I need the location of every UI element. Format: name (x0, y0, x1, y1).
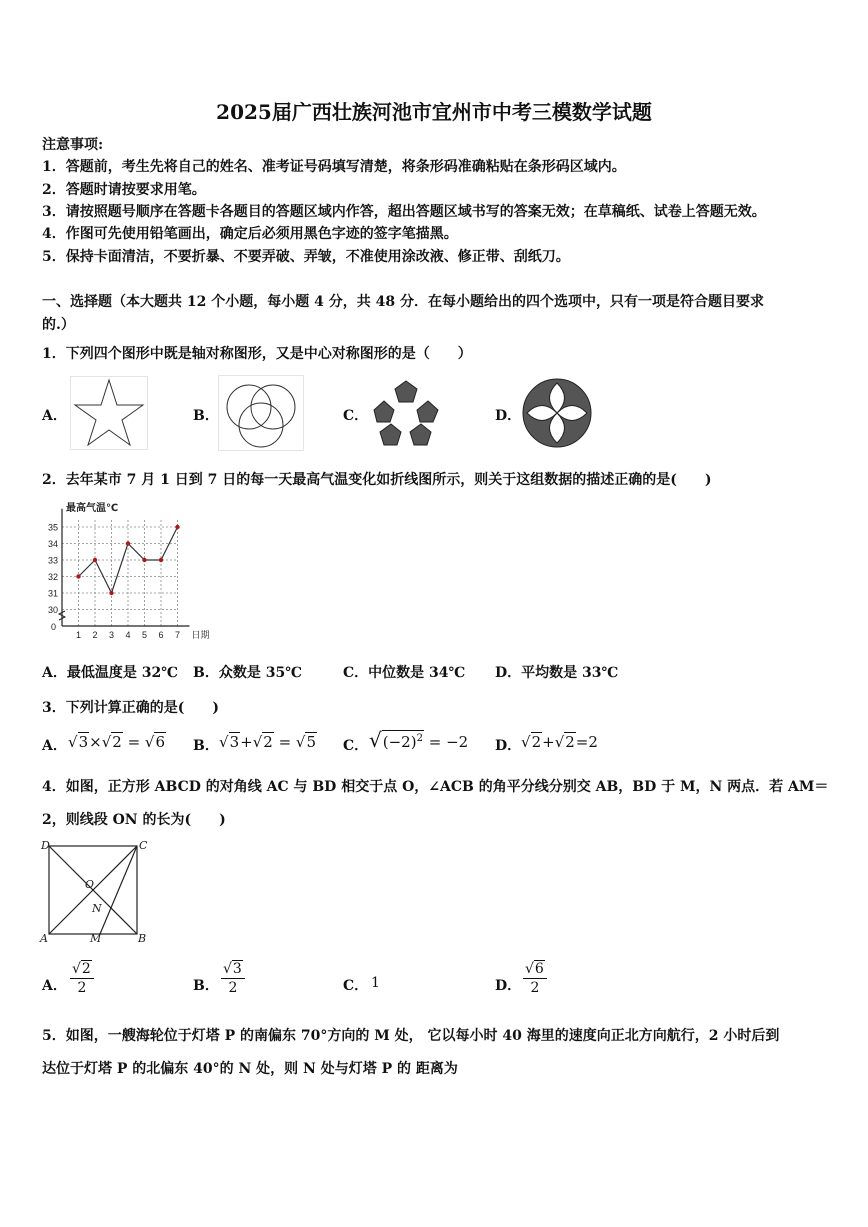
three-circles-figure (218, 375, 304, 451)
question-5-stem-cont: 达位于灯塔 P 的北偏东 40°的 N 处，则 N 处与灯塔 P 的 距离为 (42, 1061, 458, 1077)
radicand: 2 (263, 733, 273, 751)
section-heading: 一、选择题（本大题共 12 个小题，每小题 4 分，共 48 分．在每小题给出的四个选项中，只有一项是符合题目要求 (42, 294, 764, 310)
y-tick-label: 32 (47, 572, 58, 582)
star-figure (70, 376, 148, 450)
notice-item: 1．答题前，考生先将自己的姓名、准考证号码填写清楚，将条形码准确粘贴在条形码区域内。 (42, 159, 626, 175)
question-1-stem: 1．下列四个图形中既是轴对称图形，又是中心对称图形的是（ ） (42, 346, 472, 362)
q1-option-d-label: D． (495, 408, 522, 424)
data-point (159, 558, 163, 562)
y-tick-label: 35 (47, 522, 58, 533)
q2-option-a: A．最低温度是 32℃ (42, 665, 178, 681)
square-diagram (38, 838, 150, 944)
q4-option-d-fraction: $\frac{√6}{2}$ (523, 960, 547, 996)
q4-option-c-value: 1 (371, 975, 380, 991)
data-point (93, 558, 97, 562)
q3-option-d-expr: √2+√2=2 (521, 733, 598, 751)
question-4-stem-cont: 2，则线段 ON 的长为( ) (42, 812, 226, 828)
radicand: 5 (306, 733, 317, 751)
section-heading-cont: 的.） (42, 317, 75, 333)
radicand: 6 (155, 733, 166, 751)
radicand: 2 (112, 733, 122, 751)
x-tick-label: 1 (75, 630, 82, 640)
q3-option-a-label: A． (42, 738, 67, 754)
notice-item: 2．答题时请按要求用笔。 (42, 182, 206, 198)
x-tick-label: 2 (92, 630, 98, 640)
x-tick-label: 4 (125, 630, 131, 640)
question-5-stem: 5．如图，一艘海轮位于灯塔 P 的南偏东 70°方向的 M 处， 它以每小时 40 海里的速度向正北方向航行，2 小时后到 (42, 1028, 780, 1044)
notice-heading: 注意事项: (42, 137, 104, 153)
radicand: 3 (78, 733, 89, 751)
radicand: 3 (229, 733, 240, 751)
q4-option-a-fraction: $\frac{√2}{2}$ (70, 960, 94, 996)
data-point (175, 525, 179, 529)
notice-item: 3．请按照题号顺序在答题卡各题目的答题区域内作答，超出答题区域书写的答案无效；在草稿纸、试卷上答题无效。 (42, 204, 766, 220)
q3-option-c-expr: $√(-2)^2 = -2$ (369, 728, 469, 752)
q1-option-b-label: B． (193, 408, 219, 424)
point-label-d: D (41, 839, 50, 852)
q1-option-a-label: A． (42, 408, 67, 424)
data-point (76, 574, 80, 578)
denominator: 2 (77, 980, 87, 996)
y-tick-label: 34 (47, 539, 58, 549)
exponent: 2 (416, 733, 423, 744)
q4-option-b-fraction: $\frac{√3}{2}$ (221, 960, 245, 996)
equals: = (127, 733, 141, 751)
origin-label: 0 (50, 622, 56, 632)
circle-petals-figure (520, 376, 594, 450)
q1-option-c-label: C． (343, 408, 369, 424)
denominator: 2 (228, 980, 238, 996)
y-tick-label: 31 (47, 588, 58, 599)
y-tick-label: 33 (47, 555, 58, 566)
x-tick-label: 7 (174, 630, 181, 640)
operator: + (542, 733, 555, 751)
q4-option-b-label: B． (193, 978, 219, 994)
point-label-n: N (92, 902, 102, 915)
point-label-a: A (40, 932, 48, 944)
notice-item: 4．作图可先使用铅笔画出，确定后必须用黑色字迹的签字笔描黑。 (42, 226, 458, 242)
radicand: 2 (531, 733, 542, 751)
q4-option-a-label: A． (42, 978, 67, 994)
page-title: 2025届广西壮族河池市宜州市中考三模数学试题 (216, 100, 652, 124)
point-label-b: B (138, 932, 147, 944)
radicand-base: (−2) (382, 733, 417, 751)
temperature-line-chart (42, 498, 222, 642)
question-2-stem: 2．去年某市 7 月 1 日到 7 日的每一天最高气温变化如折线图所示，则关于这组数据的描述正确的是( ) (42, 472, 712, 488)
pentagons-figure (370, 377, 442, 449)
operator: + (240, 733, 253, 751)
denominator: 2 (530, 980, 540, 996)
x-tick-label: 3 (108, 630, 115, 640)
numerator-radicand: 6 (534, 961, 544, 977)
equals: = (278, 733, 292, 751)
numerator-radicand: 2 (81, 961, 91, 977)
x-tick-label: 5 (141, 630, 148, 640)
chart-title: 最高气温℃ (66, 503, 119, 514)
y-tick-label: 30 (47, 605, 58, 615)
operator: × (89, 733, 102, 751)
x-axis-label: 日期 (191, 631, 210, 641)
notice-item: 5．保持卡面清洁，不要折暴、不要弄破、弄皱，不准使用涂改液、修正带、刮纸刀。 (42, 249, 570, 265)
question-4-stem: 4．如图，正方形 ABCD 的对角线 AC 与 BD 相交于点 O，∠ACB 的角平分线分别交 AB，BD 于 M，N 两点．若 AM＝ (42, 779, 829, 795)
data-point (126, 541, 130, 545)
q3-option-d-label: D． (495, 738, 522, 754)
q3-option-b-expr: √3+√2 = √5 (219, 733, 317, 751)
axis-break-mark (59, 611, 65, 620)
data-point (109, 591, 113, 595)
q2-option-c: C．中位数是 34℃ (343, 665, 466, 681)
q4-option-d-label: D． (495, 978, 522, 994)
q2-option-d: D．平均数是 33℃ (495, 665, 619, 681)
x-tick-label: 6 (158, 630, 164, 640)
point-label-m: M (90, 932, 102, 944)
q3-option-b-label: B． (193, 738, 219, 754)
numerator-radicand: 3 (232, 961, 242, 977)
point-label-o: O (85, 878, 95, 891)
question-3-stem: 3．下列计算正确的是( ) (42, 700, 219, 716)
radicand: 2 (565, 733, 575, 751)
data-point (142, 558, 146, 562)
q3-option-c-label: C． (343, 738, 369, 754)
rhs: = −2 (428, 733, 469, 751)
q4-option-c-label: C． (343, 978, 369, 994)
q3-option-a-expr: √3×√2 = √6 (68, 733, 166, 751)
q2-option-b: B．众数是 35℃ (193, 665, 302, 681)
point-label-c: C (139, 839, 148, 852)
rhs: =2 (575, 733, 598, 751)
